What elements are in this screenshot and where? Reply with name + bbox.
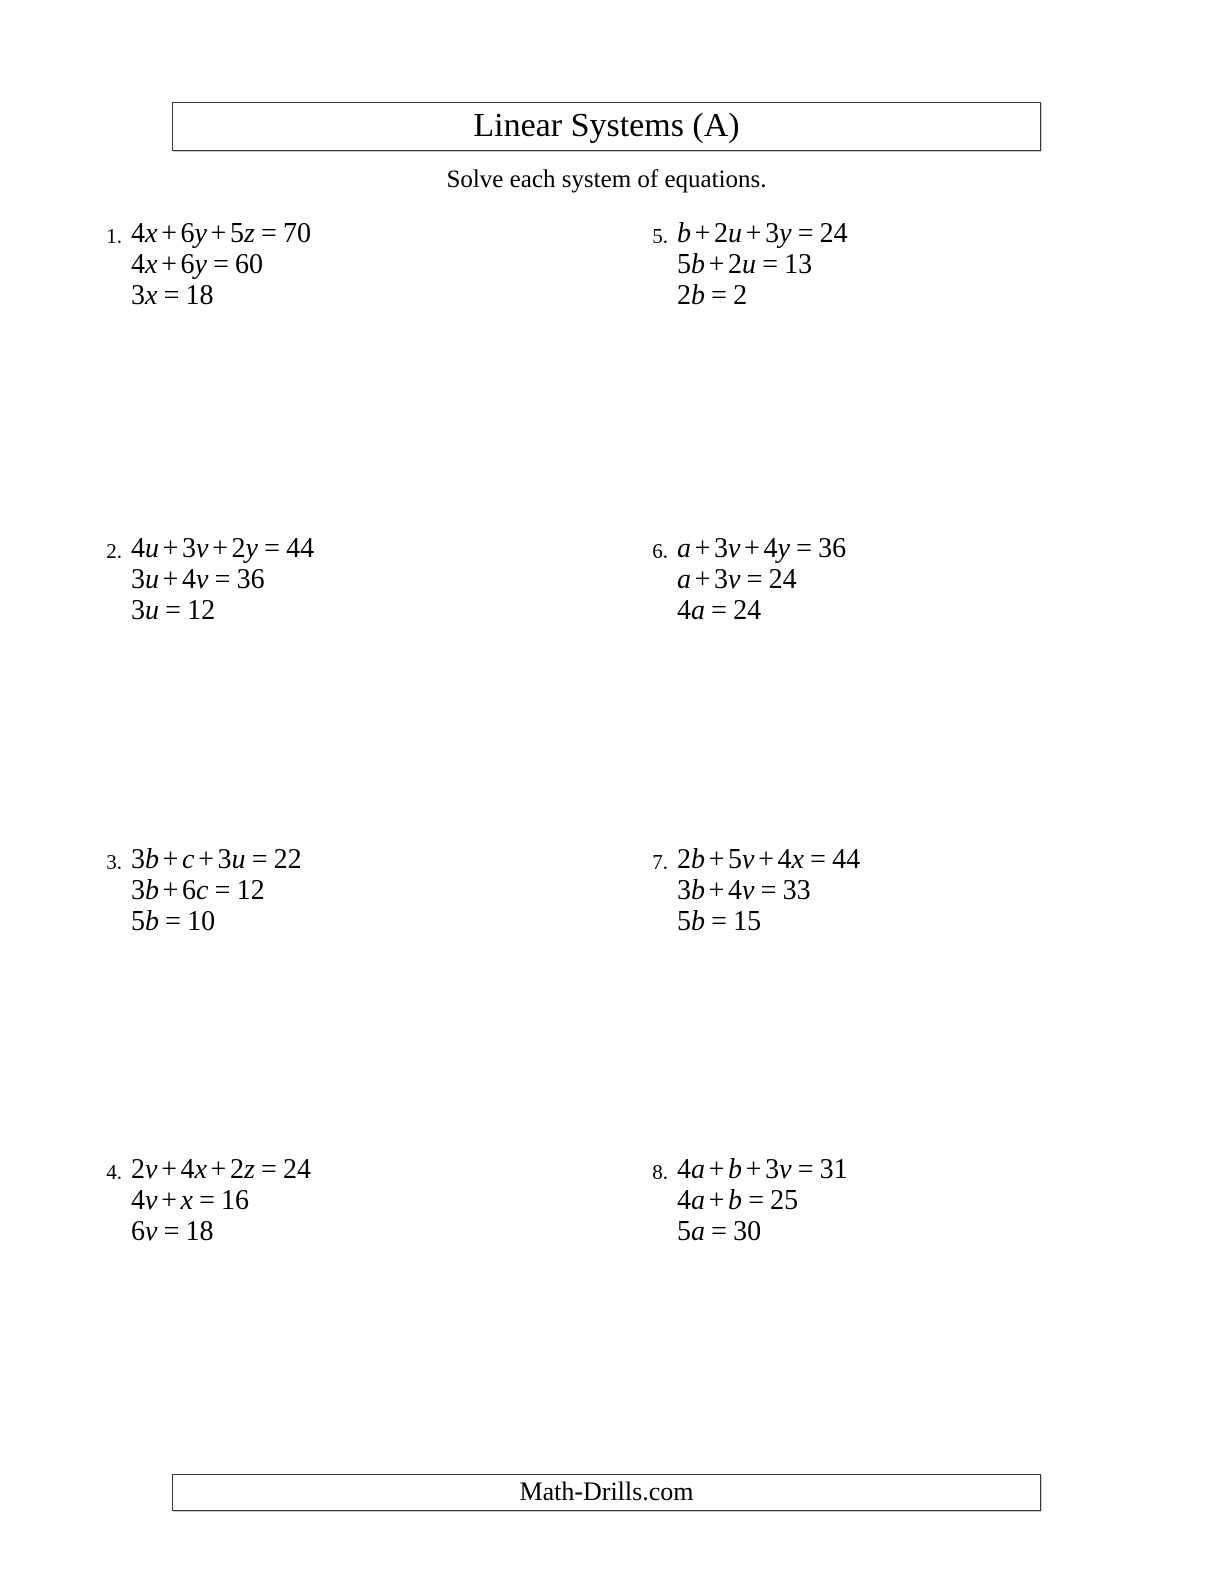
equation-line: 4v + x = 16	[131, 1185, 250, 1216]
equation-group	[677, 844, 860, 937]
equation-group	[677, 218, 848, 311]
problem-number: 6.	[652, 539, 668, 563]
equation-line: 3b + c + 3u = 22	[131, 844, 302, 875]
problem-number: 1.	[106, 224, 122, 248]
equation-group	[131, 218, 311, 311]
equation-line: 4a + b = 25	[677, 1185, 799, 1216]
problem-4	[100, 1154, 311, 1247]
title-box	[172, 102, 1041, 151]
problem-1	[100, 218, 311, 311]
equation-line: 2v + 4x + 2z = 24	[131, 1154, 311, 1185]
equation-line: 4x + 6y = 60	[131, 249, 264, 280]
equation-line: 3u + 4v = 36	[131, 564, 265, 595]
equation-line: 5b + 2u = 13	[677, 249, 813, 280]
equation-group	[131, 1154, 311, 1247]
problem-number: 3.	[106, 850, 122, 874]
problem-5	[646, 218, 848, 311]
problem-8	[646, 1154, 848, 1247]
problem-7	[646, 844, 860, 937]
equation-line: a + 3v = 24	[677, 564, 797, 595]
equation-group	[677, 1154, 848, 1247]
equation-line: 2b = 2	[677, 280, 748, 311]
equation-line: 5b = 10	[131, 906, 216, 937]
equation-line: 4x + 6y + 5z = 70	[131, 218, 311, 249]
equation-line: a + 3v + 4y = 36	[677, 533, 847, 564]
problem-number: 8.	[652, 1160, 668, 1184]
equation-line: 3b + 6c = 12	[131, 875, 265, 906]
problem-3	[100, 844, 302, 937]
equation-line: 3u = 12	[131, 595, 216, 626]
equation-line: 5a = 30	[677, 1216, 762, 1247]
equation-line: 4a = 24	[677, 595, 762, 626]
equation-group	[677, 533, 846, 626]
footer-text: Math-Drills.com	[519, 1477, 694, 1506]
equation-line: 4a + b + 3v = 31	[677, 1154, 848, 1185]
equation-line: 4u + 3v + 2y = 44	[131, 533, 315, 564]
equation-line: 5b = 15	[677, 906, 762, 937]
equation-group	[131, 533, 314, 626]
problem-number: 7.	[652, 850, 668, 874]
problem-6	[646, 533, 846, 626]
equation-line: 2b + 5v + 4x = 44	[677, 844, 861, 875]
problem-2	[100, 533, 314, 626]
equation-line: b + 2u + 3y = 24	[677, 218, 848, 249]
equation-group	[131, 844, 302, 937]
problem-number: 4.	[106, 1160, 122, 1184]
instructions-text: Solve each system of equations.	[446, 166, 767, 193]
page-title: Linear Systems (A)	[473, 107, 740, 144]
equation-line: 6v = 18	[131, 1216, 214, 1247]
problem-number: 5.	[652, 224, 668, 248]
footer-box	[172, 1474, 1041, 1511]
equation-line: 3x = 18	[131, 280, 214, 311]
problem-number: 2.	[106, 539, 122, 563]
equation-line: 3b + 4v = 33	[677, 875, 811, 906]
